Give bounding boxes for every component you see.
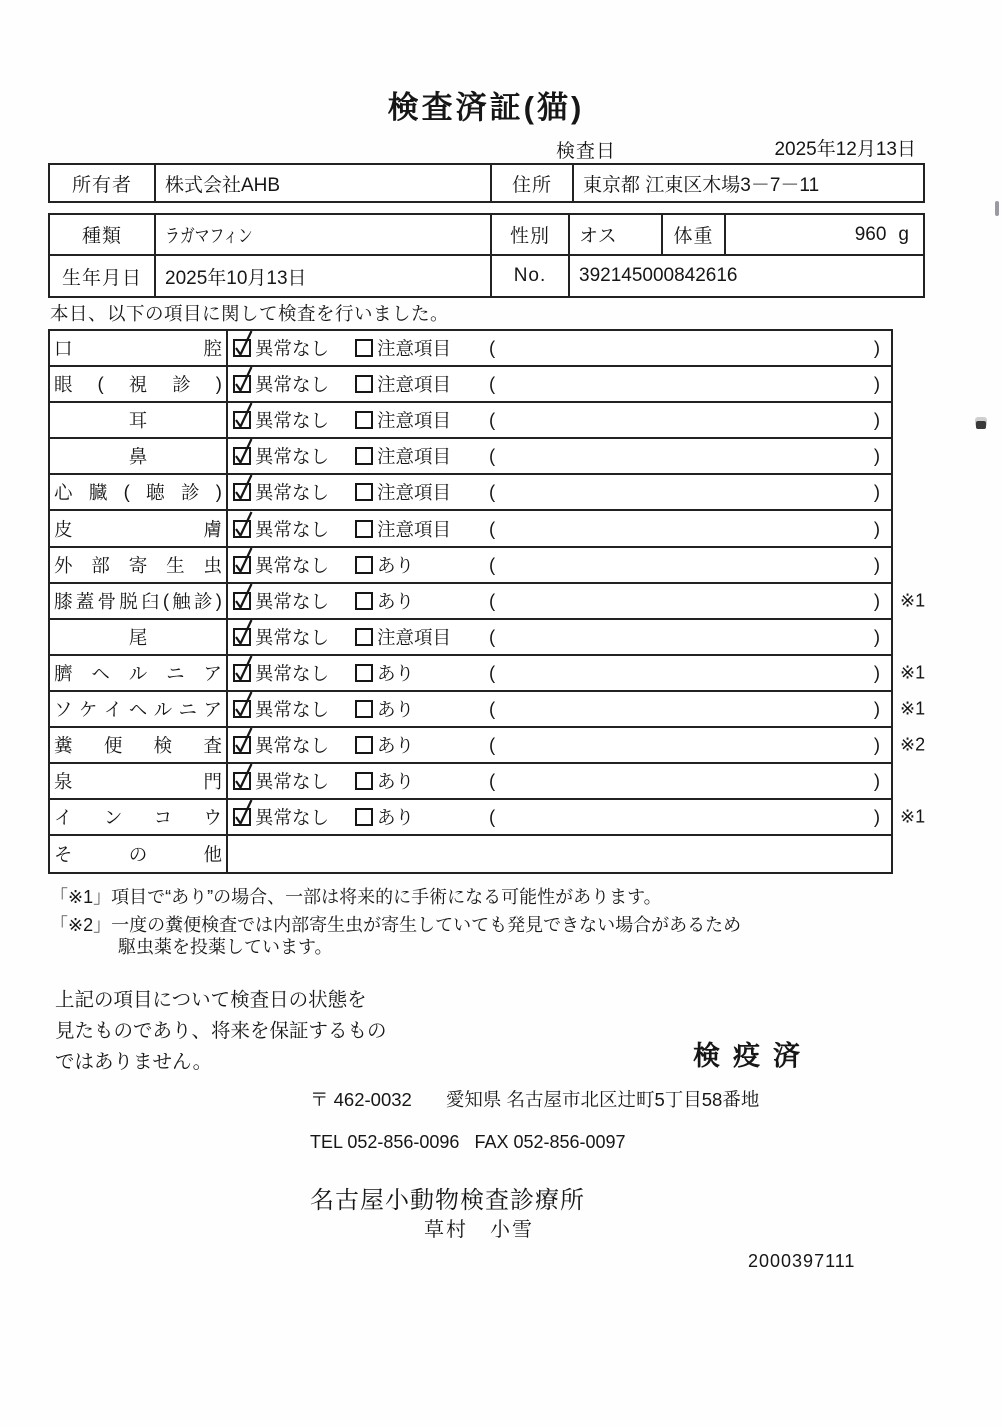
disclaimer-text — [55, 985, 387, 1078]
animal-table — [48, 213, 925, 298]
examiner-name: 草村 小雪 — [424, 1219, 534, 1241]
no-abnormality-label: 異常なし — [255, 554, 330, 576]
checklist-row — [50, 331, 891, 367]
attention-option-label: 注意項目 — [377, 518, 452, 540]
checklist-row — [50, 764, 891, 800]
paren-open: ( — [489, 770, 496, 792]
checked-checkbox-icon — [233, 520, 251, 538]
checked-checkbox-icon — [233, 556, 251, 574]
row-note: ※1 — [900, 662, 926, 683]
paren-open: ( — [489, 697, 496, 719]
owner-value: 株式会社AHB — [154, 165, 490, 201]
breed-label: 種類 — [81, 226, 122, 247]
label-char: の — [128, 844, 148, 866]
disclaimer-line: 見たものであり、将来を保証するもの — [55, 1020, 387, 1042]
unchecked-checkbox-icon — [355, 808, 373, 826]
paren-open: ( — [489, 661, 496, 683]
no-abnormality-label: 異常なし — [255, 518, 330, 540]
attention-option-label: あり — [377, 735, 415, 757]
label-char: 耳 — [128, 410, 148, 432]
unchecked-checkbox-icon — [355, 375, 373, 393]
label-char: 門 — [203, 771, 222, 793]
label-char: ア — [203, 698, 222, 720]
label-char: 尾 — [128, 626, 148, 648]
label-char: ケ — [78, 698, 98, 720]
document-number: 2000397111 — [748, 1251, 856, 1271]
label-char: 査 — [203, 735, 222, 757]
checklist-item-label — [50, 511, 228, 545]
label-char: 眼 — [54, 374, 73, 396]
label-char: ニ — [166, 662, 185, 684]
label-char: 寄 — [128, 554, 148, 576]
no-abnormality-label: 異常なし — [255, 771, 330, 793]
quarantine-stamp: 検疫済 — [693, 1041, 813, 1071]
label-char: 皮 — [54, 518, 73, 540]
paren-close: ) — [873, 589, 880, 611]
footnote-2: 「※2」一度の糞便検査では内部寄生虫が寄生していても発見できない場合があるため — [50, 915, 742, 935]
breed-value: ラガマフィン — [154, 215, 490, 254]
birthdate-value: 2025年10月13日 — [154, 256, 490, 296]
checklist-row-content — [228, 475, 891, 509]
checklist-item-label — [50, 584, 228, 618]
paren-open: ( — [489, 734, 496, 756]
paren-close: ) — [873, 373, 880, 395]
no-abnormality-label: 異常なし — [255, 807, 330, 829]
checklist-row-content — [228, 548, 891, 582]
paren-open: ( — [489, 445, 496, 467]
checklist-item-label — [50, 656, 228, 690]
paren-close: ) — [873, 806, 880, 828]
attention-option-label: あり — [377, 554, 415, 576]
checklist-row — [50, 728, 926, 764]
label-char: ル — [128, 662, 148, 684]
tel-fax: TEL 052-856-0096 FAX 052-856-0097 — [310, 1132, 626, 1152]
paren-close: ) — [873, 553, 880, 575]
checklist-item-label — [50, 764, 228, 798]
paren-open: ( — [489, 517, 496, 539]
checklist-item-label — [50, 475, 228, 509]
paren-close: ) — [873, 409, 880, 431]
unchecked-checkbox-icon — [355, 664, 373, 682]
unchecked-checkbox-icon — [355, 592, 373, 610]
checked-checkbox-icon — [233, 339, 251, 357]
paren-close: ) — [873, 517, 880, 539]
owner-address-label: 住所 — [490, 165, 572, 201]
no-abnormality-label: 異常なし — [255, 338, 330, 360]
paren-open: ( — [489, 625, 496, 647]
checklist-table — [48, 329, 926, 874]
label-char: ル — [153, 698, 173, 720]
checklist-row-content — [228, 692, 891, 726]
address-text: 愛知県 名古屋市北区辻町5丁目58番地 — [445, 1089, 760, 1110]
label-char: ア — [203, 662, 222, 684]
unchecked-checkbox-icon — [355, 520, 373, 538]
checked-checkbox-icon — [233, 592, 251, 610]
label-char: ) — [215, 481, 222, 503]
checked-checkbox-icon — [233, 700, 251, 718]
label-char: 臼 — [141, 590, 160, 612]
checklist-row — [50, 403, 891, 439]
unchecked-checkbox-icon — [355, 700, 373, 718]
attention-option-label: 注意項目 — [377, 374, 452, 396]
row-note: ※1 — [900, 806, 926, 827]
checklist-row-content — [228, 620, 891, 654]
label-char: 視 — [128, 374, 148, 396]
inspection-date-value: 2025年12月13日 — [774, 139, 916, 160]
label-char: ン — [103, 807, 123, 829]
attention-option-label: 注意項目 — [377, 482, 452, 504]
unchecked-checkbox-icon — [355, 339, 373, 357]
checklist-row — [50, 367, 891, 403]
label-char: イ — [103, 698, 123, 720]
label-char: 口 — [54, 338, 73, 360]
checklist-row — [50, 800, 926, 836]
breed-row — [50, 215, 923, 254]
inspection-date-label: 検査日 — [556, 141, 617, 162]
paren-close: ) — [873, 770, 880, 792]
checklist-row-content — [228, 584, 891, 618]
disclaimer-line: ではありません。 — [55, 1051, 213, 1073]
label-char: 診 — [180, 482, 200, 504]
checklist-item-label — [50, 439, 228, 473]
checklist-row-content — [228, 656, 891, 690]
checklist-row-content — [228, 764, 891, 798]
label-char: ) — [215, 589, 222, 611]
checklist-row-content — [228, 800, 891, 834]
checklist-row — [50, 548, 891, 584]
no-abnormality-label: 異常なし — [255, 735, 330, 757]
scan-artifact — [995, 201, 999, 216]
checklist-item-label — [50, 728, 228, 762]
clinic-name: 名古屋小動物検査診療所 — [310, 1187, 585, 1214]
no-value: 392145000842616 — [568, 256, 923, 296]
checked-checkbox-icon — [233, 664, 251, 682]
attention-option-label: 注意項目 — [377, 626, 452, 648]
postal-code: 〒 462-0032 — [310, 1089, 412, 1110]
birth-row — [50, 254, 923, 296]
unchecked-checkbox-icon — [355, 447, 373, 465]
attention-option-label: あり — [377, 662, 415, 684]
weight-value — [724, 215, 923, 254]
label-char: ( — [97, 373, 104, 395]
unchecked-checkbox-icon — [355, 556, 373, 574]
checked-checkbox-icon — [233, 447, 251, 465]
clinic-address — [310, 1086, 759, 1112]
checklist-row — [50, 439, 891, 475]
disclaimer-line: 上記の項目について検査日の状態を — [55, 989, 367, 1011]
checklist-item-label — [50, 692, 228, 726]
checklist-item-label — [50, 331, 228, 365]
unchecked-checkbox-icon — [355, 483, 373, 501]
label-char: そ — [54, 844, 73, 866]
label-char: 聴 — [146, 482, 165, 504]
no-abnormality-label: 異常なし — [255, 698, 330, 720]
label-char: ( — [123, 481, 130, 503]
checklist-row — [50, 836, 891, 872]
checklist-row — [50, 620, 891, 656]
checklist-item-label — [50, 403, 228, 437]
no-abnormality-label: 異常なし — [255, 482, 330, 504]
label-char: 外 — [54, 554, 73, 576]
paren-close: ) — [873, 337, 880, 359]
label-char: ヘ — [128, 698, 148, 720]
paren-open: ( — [489, 589, 496, 611]
label-char: 触 — [172, 590, 191, 612]
checklist-item-label — [50, 548, 228, 582]
checked-checkbox-icon — [233, 808, 251, 826]
label-char: 臍 — [54, 662, 73, 684]
no-abnormality-label: 異常なし — [255, 410, 330, 432]
scan-artifact — [976, 421, 986, 429]
paren-close: ) — [873, 625, 880, 647]
checked-checkbox-icon — [233, 772, 251, 790]
paren-close: ) — [873, 734, 880, 756]
checklist-row-content — [228, 728, 891, 762]
page-title: 検査済証(猫) — [387, 90, 585, 125]
paren-close: ) — [873, 661, 880, 683]
paren-open: ( — [489, 806, 496, 828]
label-char: 骨 — [97, 590, 117, 612]
paren-close: ) — [873, 697, 880, 719]
attention-option-label: 注意項目 — [377, 410, 452, 432]
checked-checkbox-icon — [233, 411, 251, 429]
no-abnormality-label: 異常なし — [255, 662, 330, 684]
paren-open: ( — [489, 337, 496, 359]
paren-open: ( — [489, 481, 496, 503]
label-char: イ — [54, 807, 73, 829]
checklist-row-content — [228, 331, 891, 365]
label-char: ニ — [178, 698, 198, 720]
label-char: 膝 — [54, 590, 73, 612]
no-label: No. — [490, 256, 568, 296]
checklist-row-content — [228, 367, 891, 401]
row-note: ※2 — [900, 734, 926, 755]
sex-label: 性別 — [490, 215, 568, 254]
unchecked-checkbox-icon — [355, 411, 373, 429]
attention-option-label: あり — [377, 698, 415, 720]
sex-value: オス — [568, 215, 661, 254]
owner-row — [50, 165, 923, 201]
attention-option-label: あり — [377, 807, 415, 829]
paren-open: ( — [489, 409, 496, 431]
checked-checkbox-icon — [233, 483, 251, 501]
checklist-row-content — [228, 439, 891, 473]
checklist-item-label — [50, 367, 228, 401]
no-abnormality-label: 異常なし — [255, 626, 330, 648]
label-char: 部 — [91, 554, 110, 576]
checklist-row — [50, 692, 926, 728]
attention-option-label: 注意項目 — [377, 446, 452, 468]
checklist-item-label — [50, 836, 228, 872]
label-char: 臓 — [88, 482, 108, 504]
checklist-row-content — [228, 403, 891, 437]
label-char: ) — [215, 373, 222, 395]
label-char: 心 — [54, 482, 73, 504]
checklist-item-label — [50, 800, 228, 834]
checklist-row — [50, 584, 926, 620]
checklist-row-content — [228, 511, 891, 545]
checklist-row — [50, 656, 926, 692]
label-char: ヘ — [91, 662, 110, 684]
checked-checkbox-icon — [233, 628, 251, 646]
label-char: 生 — [166, 554, 185, 576]
label-char: ソ — [54, 698, 73, 720]
label-char: 泉 — [54, 771, 73, 793]
label-char: 腔 — [203, 338, 222, 360]
checklist-item-label — [50, 620, 228, 654]
label-char: コ — [153, 807, 173, 829]
no-abnormality-label: 異常なし — [255, 590, 330, 612]
unchecked-checkbox-icon — [355, 736, 373, 754]
birthdate-label: 生年月日 — [61, 267, 142, 289]
owner-address-value: 東京都 江東区木場3－7－11 — [572, 165, 923, 201]
owner-label: 所有者 — [71, 174, 132, 196]
label-char: 虫 — [203, 554, 222, 576]
label-char: 診 — [172, 374, 191, 396]
row-note: ※1 — [900, 590, 926, 611]
paren-open: ( — [489, 373, 496, 395]
label-char: 他 — [203, 844, 222, 866]
weight-unit: g — [898, 223, 909, 245]
checklist-row — [50, 511, 891, 547]
label-char: 膚 — [203, 518, 222, 540]
attention-option-label: あり — [377, 771, 415, 793]
unchecked-checkbox-icon — [355, 772, 373, 790]
attention-option-label: あり — [377, 590, 415, 612]
checklist-row — [50, 475, 891, 511]
checklist-row-content — [228, 836, 891, 872]
label-char: 検 — [153, 735, 173, 757]
paren-open: ( — [489, 553, 496, 575]
label-char: 診 — [194, 590, 213, 612]
label-char: 便 — [103, 735, 123, 757]
footnote-1: 「※1」項目で“あり”の場合、一部は将来的に手術になる可能性があります。 — [50, 887, 662, 907]
unchecked-checkbox-icon — [355, 628, 373, 646]
label-char: ( — [162, 589, 169, 611]
weight-label: 体重 — [661, 215, 724, 254]
owner-table — [48, 163, 925, 203]
footnote-3: 駆虫薬を投薬しています。 — [118, 937, 333, 957]
no-abnormality-label: 異常なし — [255, 374, 330, 396]
row-note: ※1 — [900, 698, 926, 719]
label-char: 蓋 — [75, 590, 95, 612]
no-abnormality-label: 異常なし — [255, 446, 330, 468]
checked-checkbox-icon — [233, 375, 251, 393]
checked-checkbox-icon — [233, 736, 251, 754]
paren-close: ) — [873, 445, 880, 467]
label-char: 脱 — [119, 590, 138, 612]
paren-close: ) — [873, 481, 880, 503]
checklist-intro: 本日、以下の項目に関して検査を行いました。 — [50, 303, 450, 324]
weight-number: 960 — [854, 223, 887, 245]
label-char: 糞 — [54, 735, 73, 757]
attention-option-label: 注意項目 — [377, 338, 452, 360]
label-char: 鼻 — [128, 446, 148, 468]
label-char: ウ — [203, 807, 222, 829]
